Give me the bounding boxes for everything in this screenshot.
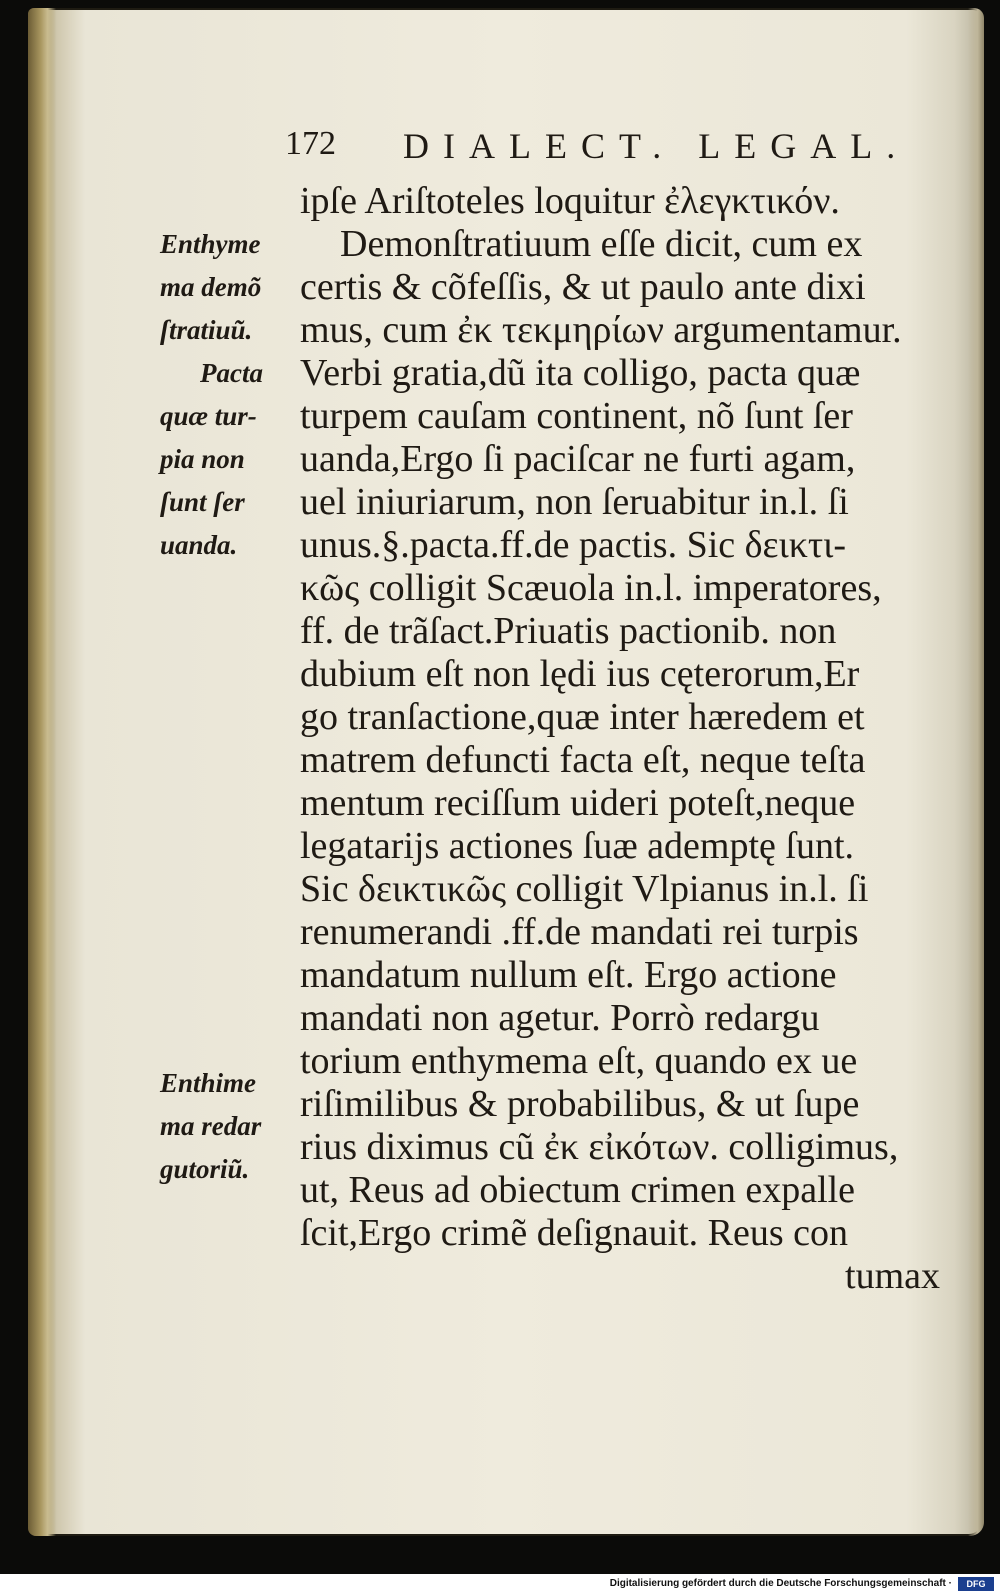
text-line: κῶς colligit Scæuola in.l. imperatores, (300, 567, 882, 609)
text-line: rius diximus cũ ἐκ εἰκότων. colligimus, (300, 1126, 899, 1168)
text-line: riſimilibus & probabilibus, & ut ſupe (300, 1083, 860, 1125)
page-binding-edge (28, 8, 56, 1536)
text-line: unus.§.pacta.ff.de pactis. Sic δεικτι- (300, 524, 847, 566)
margin-note-line: Pacta (200, 358, 263, 388)
catchword: tumax (845, 1255, 940, 1297)
text-line: Verbi gratia,dũ ita colligo, pacta quæ (300, 352, 861, 394)
margin-note-line: Enthyme (160, 229, 261, 259)
margin-note-enthymema-demonstrativum (160, 223, 290, 352)
margin-note-line: ma redar (160, 1111, 262, 1141)
margin-note-line: ſunt ſer (160, 487, 245, 517)
text-line: legatarijs actiones ſuæ ademptę ſunt. (300, 825, 855, 867)
digitization-footer (0, 1574, 1000, 1594)
footer-credit: Digitalisierung gefördert durch die Deutsche Forschungsgemeinschaft · (609, 1578, 952, 1589)
text-line: mentum reciſſum uideri poteſt,neque (300, 782, 856, 824)
margin-note-line: ſtratiuũ. (160, 315, 253, 345)
margin-note-pacta (160, 352, 290, 567)
text-line: Demonſtratiuum eſſe dicit, cum ex (340, 223, 863, 265)
text-line: turpem cauſam continent, nõ ſunt ſer (300, 395, 853, 437)
text-line: go tranſactione,quæ inter hæredem et (300, 696, 865, 738)
margin-note-line: uanda. (160, 530, 238, 560)
dfg-logo: DFG (958, 1577, 994, 1591)
text-line: ipſe Ariſtoteles loquitur ἐλεγκτικόν. (300, 180, 840, 222)
text-line: dubium eſt non lędi ius cęterorum,Er (300, 653, 860, 695)
running-head (285, 125, 910, 175)
text-line: ſcit,Ergo crimẽ deſignauit. Reus con (300, 1212, 849, 1254)
page-number: 172 (285, 125, 336, 162)
text-line: mus, cum ἐκ τεκμηρίων argumentamur. (300, 309, 902, 351)
margin-note-line: quæ tur- (160, 401, 257, 431)
text-line: Sic δεικτικῶς colligit Vlpianus in.l. ſi (300, 868, 869, 910)
text-line: matrem defuncti facta eſt, neque teſta (300, 739, 866, 781)
page-outer-edge (968, 8, 984, 1536)
body-text (300, 180, 940, 1298)
text-line: mandati non agetur. Porrò redargu (300, 997, 820, 1039)
text-line: certis & cõfeſſis, & ut paulo ante dixi (300, 266, 866, 308)
margin-note-line: ma demõ (160, 272, 262, 302)
text-line: uel iniuriarum, non ſeruabitur in.l. ſi (300, 481, 849, 523)
margin-note-line: pia non (160, 444, 245, 474)
margin-note-line: gutoriũ. (160, 1154, 250, 1184)
margin-note-enthymema-redargutorium (160, 1062, 290, 1191)
text-line: renumerandi .ff.de mandati rei turpis (300, 911, 859, 953)
text-line: torium enthymema eſt, quando ex ue (300, 1040, 858, 1082)
margin-note-line: Enthime (160, 1068, 257, 1098)
text-line: ut, Reus ad obiectum crimen expalle (300, 1169, 856, 1211)
text-line: uanda,Ergo ſi paciſcar ne furti agam, (300, 438, 856, 480)
text-line: mandatum nullum eſt. Ergo actione (300, 954, 837, 996)
running-title: DIALECT. LEGAL. (403, 126, 910, 166)
text-line: ff. de trãſact.Priuatis pactionib. non (300, 610, 837, 652)
